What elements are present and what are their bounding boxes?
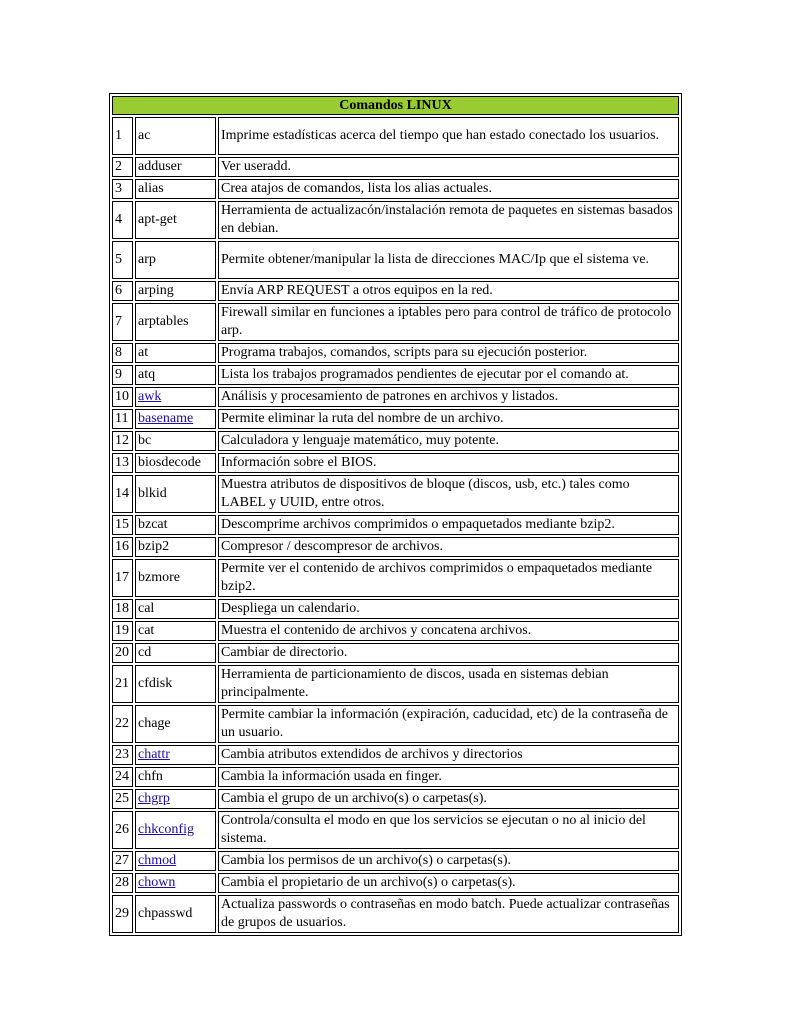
table-row <box>112 409 679 429</box>
row-number: 11 <box>112 409 133 429</box>
description-cell: Herramienta de actualizacón/instalación remota de paquetes en sistemas basados en debian. <box>218 201 679 239</box>
command-link[interactable]: basename <box>138 411 194 426</box>
description-cell: Imprime estadísticas acerca del tiempo que han estado conectado los usuarios. <box>218 117 679 155</box>
row-number: 9 <box>112 365 133 385</box>
table-row <box>112 767 679 787</box>
command-link[interactable]: chkconfig <box>138 822 194 837</box>
table-row <box>112 665 679 703</box>
description-cell: Permite eliminar la ruta del nombre de un archivo. <box>218 409 679 429</box>
table-row <box>112 895 679 933</box>
row-number: 1 <box>112 117 133 155</box>
row-number: 26 <box>112 811 133 849</box>
table-row <box>112 811 679 849</box>
command-link[interactable]: chattr <box>138 747 170 762</box>
command-cell <box>135 409 216 429</box>
table-row <box>112 745 679 765</box>
description-cell: Herramienta de particionamiento de discos, usada en sistemas debian principalmente. <box>218 665 679 703</box>
table-row <box>112 851 679 871</box>
command-cell: bzmore <box>135 559 216 597</box>
command-cell: ac <box>135 117 216 155</box>
command-cell <box>135 789 216 809</box>
table-row <box>112 643 679 663</box>
table-row <box>112 241 679 279</box>
table-row <box>112 387 679 407</box>
table-body <box>112 117 679 933</box>
row-number: 8 <box>112 343 133 363</box>
table-row <box>112 537 679 557</box>
table-row <box>112 303 679 341</box>
table-row <box>112 475 679 513</box>
table-row <box>112 621 679 641</box>
description-cell: Permite obtener/manipular la lista de direcciones MAC/Ip que el sistema ve. <box>218 241 679 279</box>
row-number: 6 <box>112 281 133 301</box>
row-number: 2 <box>112 157 133 177</box>
table-title: Comandos LINUX <box>112 96 679 115</box>
table-row <box>112 559 679 597</box>
description-cell: Programa trabajos, comandos, scripts para su ejecución posterior. <box>218 343 679 363</box>
description-cell: Ver useradd. <box>218 157 679 177</box>
table-row <box>112 281 679 301</box>
command-link[interactable]: chown <box>138 875 176 890</box>
description-cell: Lista los trabajos programados pendientes de ejecutar por el comando at. <box>218 365 679 385</box>
row-number: 19 <box>112 621 133 641</box>
table-row <box>112 117 679 155</box>
row-number: 4 <box>112 201 133 239</box>
row-number: 18 <box>112 599 133 619</box>
commands-table <box>109 93 682 936</box>
table-row <box>112 873 679 893</box>
row-number: 22 <box>112 705 133 743</box>
row-number: 21 <box>112 665 133 703</box>
command-cell: arptables <box>135 303 216 341</box>
row-number: 29 <box>112 895 133 933</box>
command-cell: biosdecode <box>135 453 216 473</box>
command-cell: bzcat <box>135 515 216 535</box>
command-cell: alias <box>135 179 216 199</box>
table-header-row <box>112 96 679 115</box>
command-cell <box>135 811 216 849</box>
command-cell: atq <box>135 365 216 385</box>
description-cell: Crea atajos de comandos, lista los alias actuales. <box>218 179 679 199</box>
description-cell: Permite cambiar la información (expiración, caducidad, etc) de la contraseña de un usuario. <box>218 705 679 743</box>
command-cell: apt-get <box>135 201 216 239</box>
command-cell: chfn <box>135 767 216 787</box>
command-cell: cfdisk <box>135 665 216 703</box>
command-cell: adduser <box>135 157 216 177</box>
description-cell: Calculadora y lenguaje matemático, muy potente. <box>218 431 679 451</box>
command-cell <box>135 873 216 893</box>
row-number: 28 <box>112 873 133 893</box>
description-cell: Cambia los permisos de un archivo(s) o carpetas(s). <box>218 851 679 871</box>
description-cell: Cambia atributos extendidos de archivos y directorios <box>218 745 679 765</box>
row-number: 3 <box>112 179 133 199</box>
table-row <box>112 201 679 239</box>
description-cell: Controla/consulta el modo en que los servicios se ejecutan o no al inicio del sistema. <box>218 811 679 849</box>
row-number: 27 <box>112 851 133 871</box>
description-cell: Compresor / descompresor de archivos. <box>218 537 679 557</box>
command-cell <box>135 387 216 407</box>
row-number: 5 <box>112 241 133 279</box>
command-cell <box>135 745 216 765</box>
command-cell: cat <box>135 621 216 641</box>
row-number: 25 <box>112 789 133 809</box>
command-cell: cd <box>135 643 216 663</box>
description-cell: Cambia la información usada en finger. <box>218 767 679 787</box>
command-cell: blkid <box>135 475 216 513</box>
row-number: 15 <box>112 515 133 535</box>
table-row <box>112 179 679 199</box>
command-cell: at <box>135 343 216 363</box>
row-number: 7 <box>112 303 133 341</box>
description-cell: Muestra el contenido de archivos y concatena archivos. <box>218 621 679 641</box>
row-number: 13 <box>112 453 133 473</box>
table-row <box>112 515 679 535</box>
row-number: 14 <box>112 475 133 513</box>
table-row <box>112 453 679 473</box>
description-cell: Cambia el propietario de un archivo(s) o carpetas(s). <box>218 873 679 893</box>
description-cell: Muestra atributos de dispositivos de bloque (discos, usb, etc.) tales como LABEL y UUID, entre otros. <box>218 475 679 513</box>
description-cell: Cambiar de directorio. <box>218 643 679 663</box>
row-number: 16 <box>112 537 133 557</box>
table-row <box>112 365 679 385</box>
table-row <box>112 157 679 177</box>
table-row <box>112 705 679 743</box>
command-cell: arp <box>135 241 216 279</box>
description-cell: Análisis y procesamiento de patrones en archivos y listados. <box>218 387 679 407</box>
row-number: 17 <box>112 559 133 597</box>
description-cell: Actualiza passwords o contraseñas en modo batch. Puede actualizar contraseñas de grupos de usuarios. <box>218 895 679 933</box>
row-number: 12 <box>112 431 133 451</box>
row-number: 24 <box>112 767 133 787</box>
description-cell: Cambia el grupo de un archivo(s) o carpetas(s). <box>218 789 679 809</box>
description-cell: Permite ver el contenido de archivos comprimidos o empaquetados mediante bzip2. <box>218 559 679 597</box>
row-number: 23 <box>112 745 133 765</box>
command-cell: arping <box>135 281 216 301</box>
command-link[interactable]: chgrp <box>138 791 170 806</box>
command-link[interactable]: chmod <box>138 853 177 868</box>
command-link[interactable]: awk <box>138 389 162 404</box>
description-cell: Descomprime archivos comprimidos o empaquetados mediante bzip2. <box>218 515 679 535</box>
command-cell: bzip2 <box>135 537 216 557</box>
table-row <box>112 431 679 451</box>
table-row <box>112 599 679 619</box>
command-cell: chpasswd <box>135 895 216 933</box>
row-number: 20 <box>112 643 133 663</box>
command-cell: cal <box>135 599 216 619</box>
row-number: 10 <box>112 387 133 407</box>
table-row <box>112 789 679 809</box>
description-cell: Envía ARP REQUEST a otros equipos en la red. <box>218 281 679 301</box>
command-cell <box>135 851 216 871</box>
description-cell: Firewall similar en funciones a iptables pero para control de tráfico de protocolo arp. <box>218 303 679 341</box>
table-row <box>112 343 679 363</box>
command-cell: bc <box>135 431 216 451</box>
command-cell: chage <box>135 705 216 743</box>
description-cell: Despliega un calendario. <box>218 599 679 619</box>
description-cell: Información sobre el BIOS. <box>218 453 679 473</box>
